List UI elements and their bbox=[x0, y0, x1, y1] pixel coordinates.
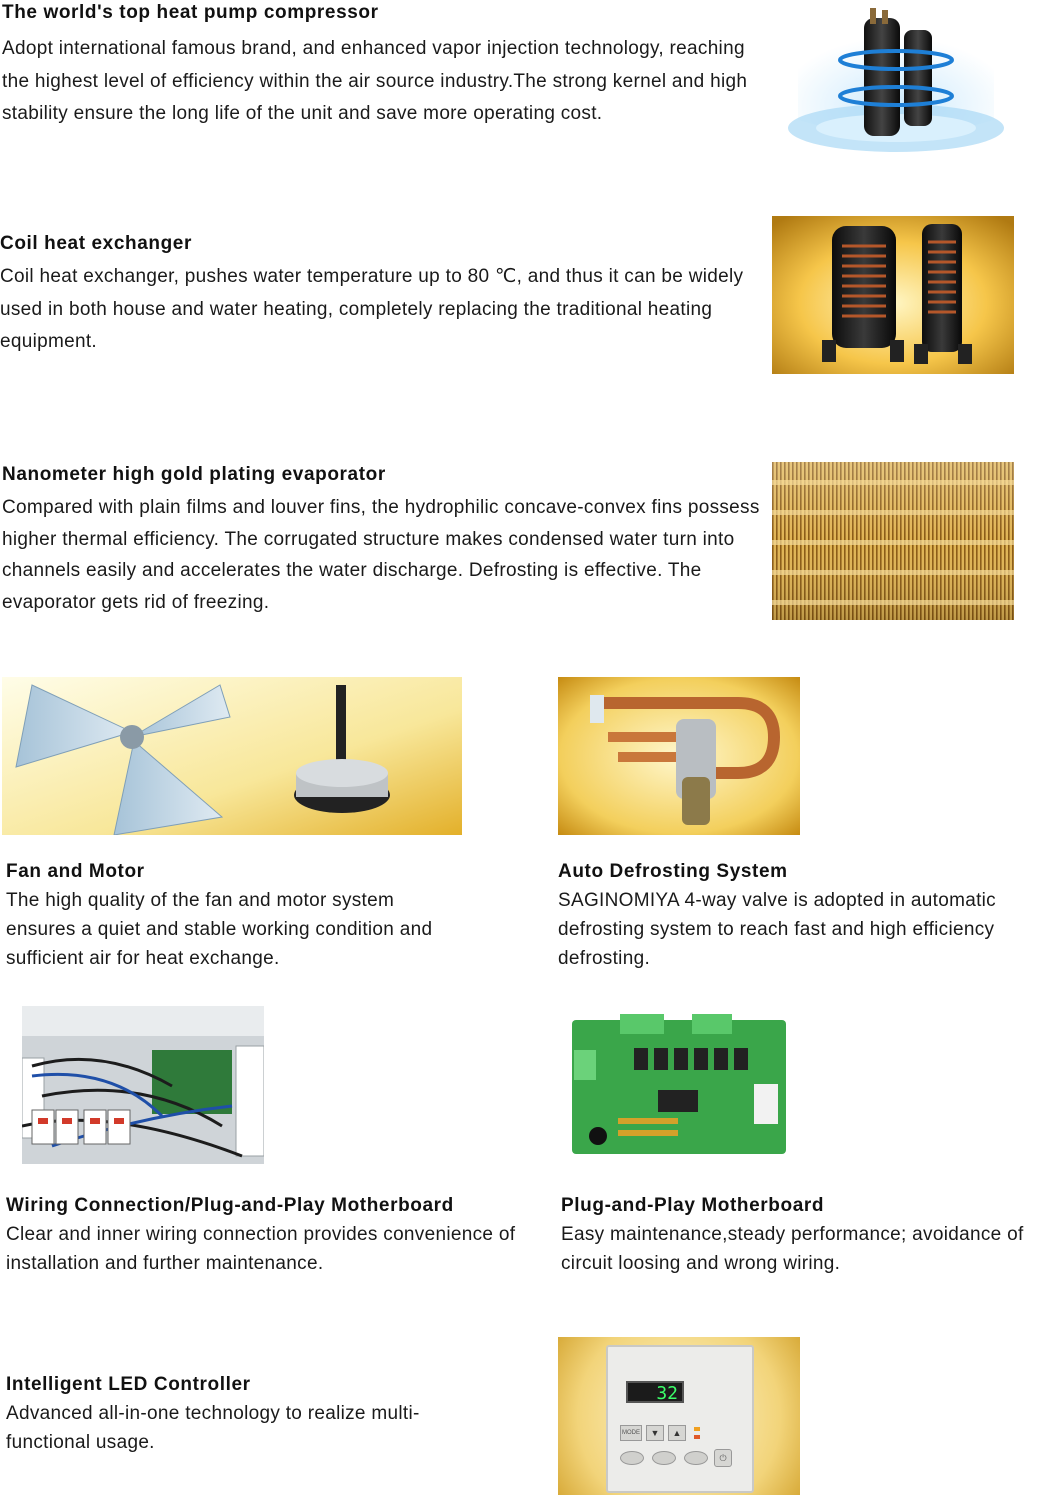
wiring-description: Clear and inner wiring connection provides convenience of installation and further maintenance. bbox=[6, 1224, 516, 1274]
evaporator-image bbox=[772, 462, 1014, 620]
round-button-icon bbox=[652, 1451, 676, 1465]
controller-description: Advanced all-in-one technology to realize multi-functional usage. bbox=[6, 1403, 420, 1453]
controller-panel bbox=[606, 1345, 754, 1493]
controller-image bbox=[558, 1337, 800, 1495]
motherboard-description: Easy maintenance,steady performance; avoidance of circuit loosing and wrong wiring. bbox=[561, 1224, 1024, 1274]
motherboard-image bbox=[558, 1006, 800, 1164]
evaporator-title: Nanometer high gold plating evaporator bbox=[2, 464, 386, 485]
fan-and-motor-image bbox=[2, 677, 462, 835]
wiring-image bbox=[22, 1006, 264, 1164]
round-button-icon bbox=[620, 1451, 644, 1465]
motherboard-title: Plug-and-Play Motherboard bbox=[561, 1195, 825, 1216]
coil-description: Coil heat exchanger, pushes water temperature up to 80 ℃, and thus it can be widely used in both house and water heating, completely replacing the traditional heating equipment. bbox=[0, 266, 744, 352]
up-arrow-icon: ▲ bbox=[668, 1425, 686, 1441]
coil-heat-exchanger-image bbox=[772, 216, 1014, 374]
coil-title: Coil heat exchanger bbox=[0, 233, 192, 254]
indicator-led-icon bbox=[694, 1427, 700, 1431]
indicator-led-icon bbox=[694, 1435, 700, 1439]
controller-title: Intelligent LED Controller bbox=[6, 1374, 251, 1395]
fan-description: The high quality of the fan and motor system ensures a quiet and stable working condition and sufficient air for heat exchange. bbox=[6, 890, 433, 969]
defrost-description: SAGINOMIYA 4-way valve is adopted in automatic defrosting system to reach fast and high efficiency defrosting. bbox=[558, 890, 996, 969]
wiring-title: Wiring Connection/Plug-and-Play Motherboard bbox=[6, 1195, 454, 1216]
down-arrow-icon: ▼ bbox=[646, 1425, 664, 1441]
evaporator-description: Compared with plain films and louver fins, the hydrophilic concave-convex fins possess higher thermal efficiency. The corrugated structure makes condensed water turn into channels easily and accelerates the water discharge. Defrosting is effective. The evaporator gets rid of freezing. bbox=[2, 497, 760, 613]
compressor-description: Adopt international famous brand, and enhanced vapor injection technology, reaching the highest level of efficiency within the air source industry.The strong kernel and high stability ensure the long life of the unit and save more operating cost. bbox=[2, 38, 748, 124]
defrost-valve-image bbox=[558, 677, 800, 835]
compressor-image bbox=[778, 0, 1014, 160]
mode-button: MODE bbox=[620, 1425, 642, 1441]
power-icon: ⏻ bbox=[714, 1449, 732, 1467]
compressor-title: The world's top heat pump compressor bbox=[2, 2, 379, 23]
fan-title: Fan and Motor bbox=[6, 861, 145, 882]
round-button-icon bbox=[684, 1451, 708, 1465]
defrost-title: Auto Defrosting System bbox=[558, 861, 788, 882]
led-display: 32 bbox=[626, 1381, 684, 1403]
